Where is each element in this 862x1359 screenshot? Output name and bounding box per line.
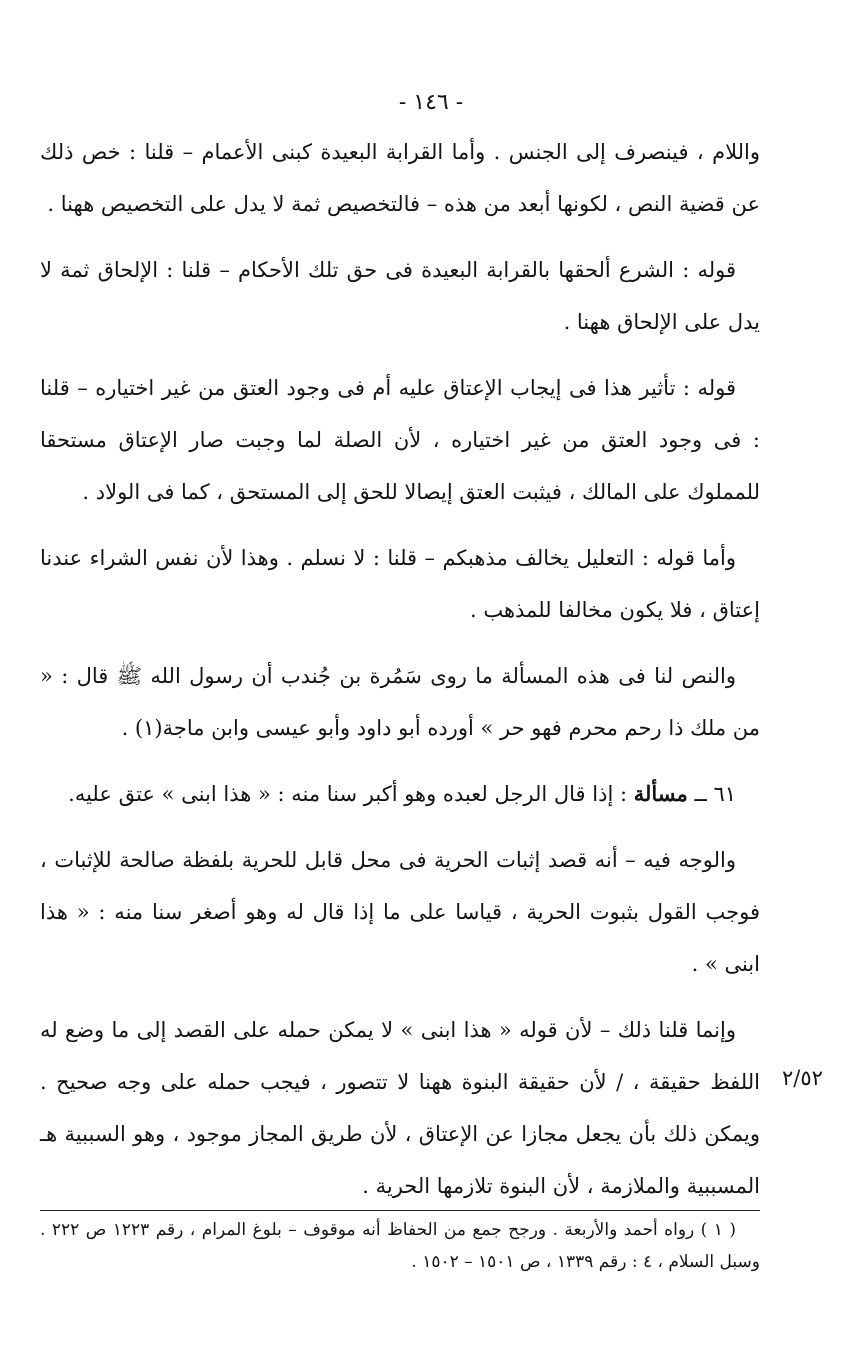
footnote: ( ١ ) رواه أحمد والأربعة . ورجح جمع من الحفاظ أنه موقوف – بلوغ المرام ، رقم ١٢٢٣ ص ٢٢٢ . وسبل السلام ، ٤ : رقم ١٣٣٩ ، ص ١٥٠١ – ١٥٠٢ . (40, 1220, 760, 1272)
paragraph: والوجه فيه – أنه قصد إثبات الحرية فى محل قابل للحرية بلفظة صالحة للإثبات ، فوجب القول بثبوت الحرية ، قياسا على ما إذا قال له وهو أصغر سنا منه : « هذا ابنى » . (40, 848, 760, 976)
masala-heading-paragraph (40, 768, 760, 820)
paragraph: وإنما قلنا ذلك – لأن قوله « هذا ابنى » لا يمكن حمله على القصد إلى ما وضع له اللفظ حقيقة ، / لأن حقيقة البنوة ههنا لا تتصور ، فيجب حمله على وجه صحيح . ويمكن ذلك بأن يجعل مجازا عن الإعتاق ، لأن طريق المجاز موجود ، وهو السببية هـ المسببية والملازمة ، لأن البنوة تلازمها الحرية . (40, 1018, 760, 1198)
masala-label: مسألة (633, 781, 688, 806)
footnote-divider (40, 1210, 760, 1211)
paragraph: قوله : تأثير هذا فى إيجاب الإعتاق عليه أم فى وجود العتق من غير اختياره – قلنا : فى وجود العتق من غير اختياره ، لأن الصلة لما وجبت صار الإعتاق مستحقا للمملوك على المالك ، فيثبت العتق إيصالا للحق إلى المستحق ، كما فى الولاد . (40, 376, 760, 504)
masala-text: : إذا قال الرجل لعبده وهو أكبر سنا منه : « هذا ابنى » عتق عليه. (68, 782, 628, 806)
margin-reference: ٢/٥٢ (782, 1066, 823, 1090)
main-text (40, 126, 760, 1226)
paragraph: واللام ، فينصرف إلى الجنس . وأما القرابة البعيدة كبنى الأعمام – قلنا : خص ذلك عن قضية النص ، لكونها أبعد من هذه – فالتخصيص ثمة لا يدل على التخصيص ههنا . (40, 140, 760, 216)
page-number: - ١٤٦ - (398, 90, 464, 115)
paragraph: قوله : الشرع ألحقها بالقرابة البعيدة فى حق تلك الأحكام – قلنا : الإلحاق ثمة لا يدل على الإلحاق ههنا . (40, 258, 760, 334)
paragraph: وأما قوله : التعليل يخالف مذهبكم – قلنا : لا نسلم . وهذا لأن نفس الشراء عندنا إعتاق ، فلا يكون مخالفا للمذهب . (40, 546, 760, 622)
paragraph: والنص لنا فى هذه المسألة ما روى سَمُرة بن جُندب أن رسول الله ﷺ قال : « من ملك ذا رحم محرم فهو حر » أورده أبو داود وأبو عيسى وابن ماجة(١) . (40, 664, 760, 740)
footnotes (40, 1214, 760, 1278)
masala-number: ٦١ ــ (694, 782, 736, 806)
